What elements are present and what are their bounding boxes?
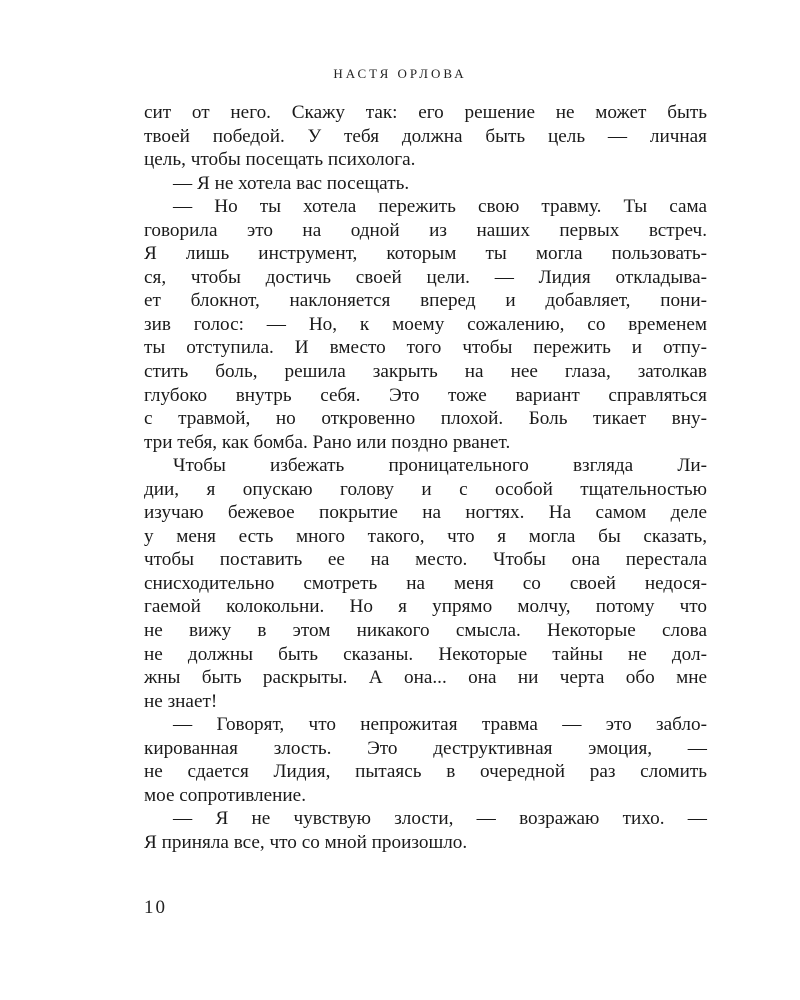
text-line: говорила это на одной из наших первых встреч.	[144, 219, 707, 241]
text-line: не должны быть сказаны. Некоторые тайны не дол-	[144, 643, 707, 665]
page-number: 10	[144, 897, 167, 918]
text-line: — Я не чувствую злости, — возражаю тихо. —	[173, 808, 707, 830]
text-line: глубоко внутрь себя. Это тоже вариант справляться	[144, 384, 707, 406]
text-line: — Но ты хотела пережить свою травму. Ты сама	[173, 196, 707, 218]
text-line: жны быть раскрыты. А она... она ни черта обо мне	[144, 667, 707, 689]
text-line: — Говорят, что непрожитая травма — это забло-	[173, 714, 707, 736]
text-line: твоей победой. У тебя должна быть цель — личная	[144, 125, 707, 147]
text-line: мое сопротивление.	[144, 784, 306, 806]
text-line: Чтобы избежать проницательного взгляда Ли-	[173, 455, 707, 477]
text-line: сит от него. Скажу так: его решение не может быть	[144, 102, 707, 123]
text-line: кированная злость. Это деструктивная эмоция, —	[144, 737, 707, 759]
text-line: снисходительно смотреть на меня со своей недося-	[144, 572, 707, 594]
text-line: ты отступила. И вместо того чтобы пережить и отпу-	[144, 337, 707, 359]
text-line: Я лишь инструмент, которым ты могла пользовать-	[144, 243, 707, 265]
text-line: не знает!	[144, 690, 218, 712]
text-line: не вижу в этом никакого смысла. Некоторые слова	[144, 620, 707, 642]
text-line: гаемой колокольни. Но я упрямо молчу, потому что	[144, 596, 707, 618]
text-line: дии, я опускаю голову и с особой тщательностью	[144, 478, 707, 500]
text-line: изучаю бежевое покрытие на ногтях. На самом деле	[144, 502, 707, 524]
text-line: Я приняла все, что со мной произошло.	[144, 831, 468, 853]
running-header-author: НАСТЯ ОРЛОВА	[333, 66, 467, 81]
text-line: цель, чтобы посещать психолога.	[144, 149, 416, 171]
text-line: стить боль, решила закрыть на нее глаза, затолкав	[144, 361, 707, 383]
text-line: не сдается Лидия, пытаясь в очередной раз сломить	[144, 761, 707, 783]
text-line: зив голос: — Но, к моему сожалению, со временем	[144, 313, 707, 335]
text-line: ет блокнот, наклоняется вперед и добавляет, пони-	[144, 290, 707, 312]
text-line: у меня есть много такого, что я могла бы сказать,	[144, 525, 707, 547]
text-line: чтобы поставить ее на место. Чтобы она перестала	[144, 549, 707, 571]
text-line: с травмой, но откровенно плохой. Боль тикает вну-	[144, 408, 707, 430]
text-line: ся, чтобы достичь своей цели. — Лидия откладыва-	[144, 266, 707, 288]
text-line: три тебя, как бомба. Рано или поздно рванет.	[144, 431, 511, 453]
body-text	[144, 101, 707, 855]
text-line: — Я не хотела вас посещать.	[173, 172, 410, 194]
